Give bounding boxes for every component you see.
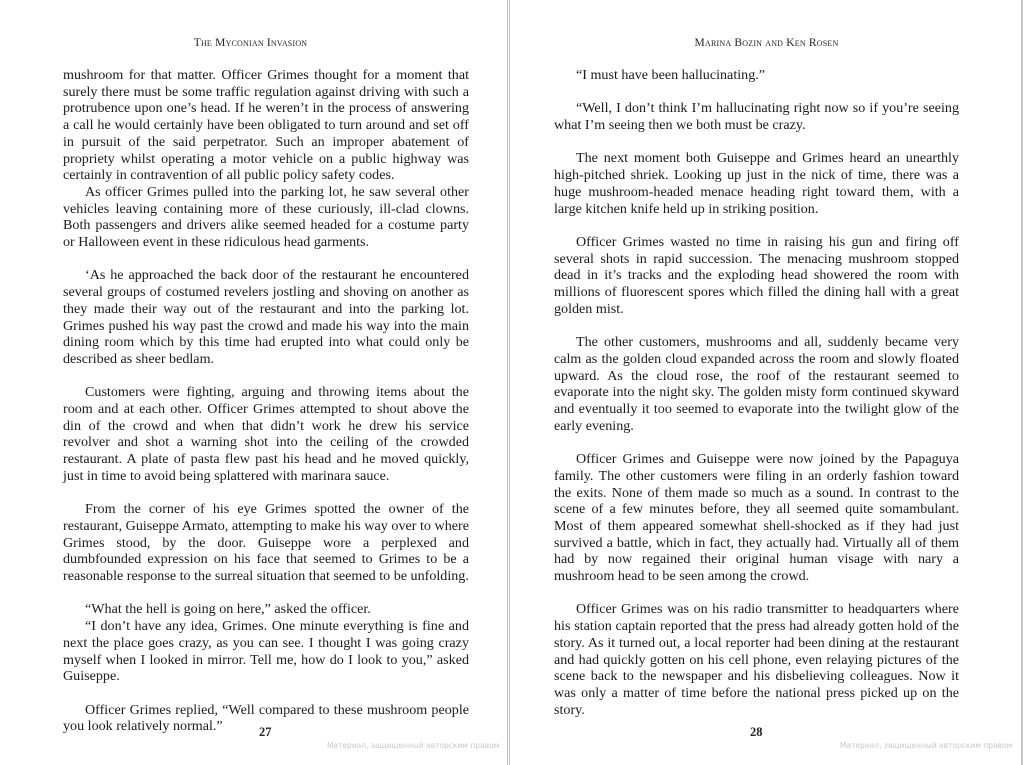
paragraph: “What the hell is going on here,” asked the officer. [85,601,371,618]
paragraph: “I don’t have any idea, Grimes. One minute everything is fine and next the place goes crazy, as you can see. I thought I was going crazy myself when I looked in mirror. Tell me, how do I look to you,” asked Guiseppe. [63,618,469,685]
paragraph: The next moment both Guiseppe and Grimes heard an unearthly high-pitched shriek. Looking up just in the nick of time, there was a huge mushroom-headed menace heading right toward them, with a large kitchen knife held up in striking position. [554,150,959,217]
paragraph: Customers were fighting, arguing and throwing items about the room and at each other. Officer Grimes attempted to shout above the din of the crowd and when that didn’t work he drew his service revolver and shot a warning shot into the ceiling of the crowded restaurant. A plate of pasta flew past his head and he moved quickly, just in time to avoid being splattered with marinara sauce. [63,384,469,484]
page-number: 27 [259,725,272,739]
paragraph: ‘As he approached the back door of the restaurant he encountered several groups of costumed revelers jostling and shoving on another as they made their way out of the restaurant and into the parking lot. Grimes pushed his way past the crowd and made his way into the main dining room which by this time had erupted into what could only be described as sheer bedlam. [63,267,469,367]
page-number: 28 [750,725,763,739]
left-page-body [63,67,469,735]
copyright-watermark: Материал, защищенный авторским правом [840,741,1013,750]
right-page-body [554,67,959,718]
left-page [0,0,510,765]
paragraph: From the corner of his eye Grimes spotted the owner of the restaurant, Guiseppe Armato, attempting to make his way over to where Grimes stood, by the door. Guiseppe wore a perplexed and dumbfounded expression on his face that seemed to Grimes to be a reasonable response to the surreal situation that seemed to be unfolding. [63,501,469,585]
paragraph: Officer Grimes was on his radio transmitter to headquarters where his station captain reported that the press had already gotten hold of the story. As it turned out, a local reporter had been dining at the restaurant and had quickly gotten on his cell phone, even relaying pictures of the scene back to the newspaper and his disbelieving colleagues. Now it was only a matter of time before the national press picked up on the story. [554,601,959,718]
paragraph: Officer Grimes replied, “Well compared to these mushroom people you look relatively normal.” [63,701,469,735]
right-page [512,0,1023,765]
paragraph: mushroom for that matter. Officer Grimes thought for a moment that surely there must be some traffic regulation against driving with such a protrubence upon one’s head. If he weren’t in the process of answering a call he would certainly have been obligated to turn around and set off in pursuit of the said perpetrator. Such an improper abatement of propriety whilst operating a motor vehicle on a public highway was certainly in contravention of all public policy safety codes. [63,67,469,184]
copyright-watermark: Материал, защищенный авторским правом [327,741,500,750]
paragraph: Officer Grimes and Guiseppe were now joined by the Papaguya family. The other customers were filing in an orderly fashion toward the exits. None of them made so much as a sound. In contrast to the scene of a few minutes before, they all seemed quite somambulant. Most of them appeared somewhat shell-shocked as if they had just survived a battle, which in fact, they actually had. Virtually all of them had by now regained their original human visage with nary a mushroom head to be seen among the crowd. [554,451,959,585]
paragraph: Officer Grimes wasted no time in raising his gun and firing off several shots in rapid succession. The menacing mushroom stopped dead in it’s tracks and the exploding head showered the room with millions of fluorescent spores which filled the dining hall with a great golden mist. [554,233,959,317]
running-head-title: The Myconian Invasion [193,37,308,49]
paragraph: “I must have been hallucinating.” [576,67,766,83]
paragraph: “Well, I don’t think I’m hallucinating right now so if you’re seeing what I’m seeing then we both must be crazy. [554,100,959,134]
paragraph: The other customers, mushrooms and all, suddenly became very calm as the golden cloud expanded across the room and slowly floated upward. As the cloud rose, the roof of the restaurant seemed to evaporate into the night sky. The golden misty form continued skyward and eventually it too seemed to evaporate into the twilight glow of the early evening. [554,334,959,434]
paragraph: As officer Grimes pulled into the parking lot, he saw several other vehicles leaving containing more of these curiously, ill-clad clowns. Both passengers and drivers alike seemed headed for a costume party or Halloween event in these ridiculous head garments. [63,183,469,251]
running-head-authors: Marina Bozin and Ken Rosen [694,37,839,49]
